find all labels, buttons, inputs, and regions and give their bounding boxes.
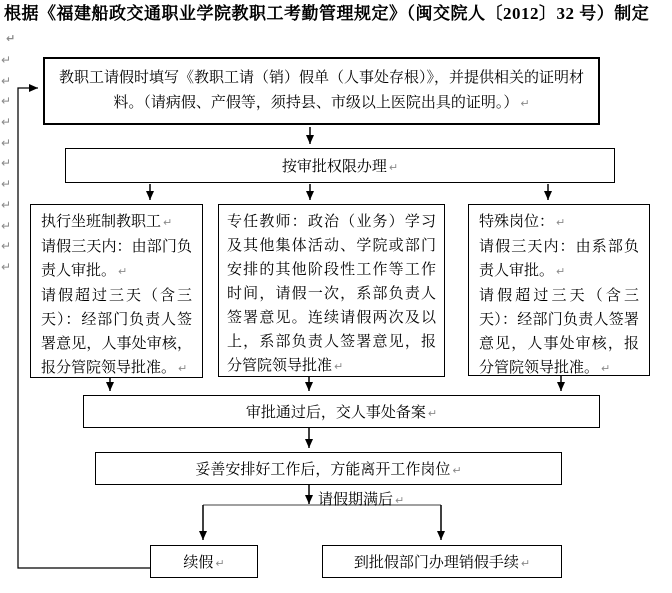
flow-box-text (354, 551, 530, 572)
flow-box-file-with-hr (83, 395, 600, 428)
return-mark-icon: ↵ (1, 73, 12, 88)
return-mark-icon: ↵ (178, 362, 188, 375)
return-mark-icon: ↵ (163, 216, 173, 229)
flow-box-paragraph (41, 284, 192, 381)
title-text: 根据《福建船政交通职业学院教职工考勤管理规定》（闽交院人〔2012〕32 号）制定 (4, 4, 650, 23)
flow-box-paragraph (41, 235, 192, 284)
text: 请假三天内：由部门负责人审批。 (41, 239, 192, 279)
text: 特殊岗位： (479, 214, 555, 230)
return-mark-icon: ↵ (1, 115, 12, 130)
flow-box-special-posts (468, 204, 650, 376)
flow-box-extend-leave (150, 545, 258, 578)
flow-box-text (183, 551, 224, 572)
text: 执行坐班制教职工 (41, 214, 162, 230)
return-mark-icon: ↵ (388, 161, 399, 174)
text: 请假三天内：由系部负责人审批。 (479, 239, 639, 279)
return-mark-icon: ↵ (427, 407, 438, 420)
text: 妥善安排好工作后，方能离开工作岗位 (195, 462, 451, 478)
text: 审批通过后，交人事处备案 (245, 405, 426, 421)
return-mark-icon: ↵ (1, 239, 12, 254)
text: 按审批权限办理 (281, 159, 387, 175)
return-mark-icon: ↵ (452, 464, 462, 477)
text: 专任教师：政治（业务）学习及其他集体活动、学院或部门安排的其他阶段性工作等工作时间，请假一次，系部负责人签署意见。连续请假两次及以上，系部负责人签署意见，报分管院领导批准 (227, 214, 436, 374)
paragraph-marks-column (1, 50, 15, 278)
text: 请假期满后 (318, 492, 394, 508)
flow-box-fill-leave-form (43, 57, 600, 125)
flow-box-paragraph (479, 210, 639, 235)
return-mark-icon: ↵ (1, 259, 12, 274)
flow-box-paragraph (41, 210, 192, 235)
flow-box-office-schedule-staff (30, 204, 203, 378)
text: 教职工请假时填写《教职工请（销）假单（人事处存根）》，并提供相关的证明材料。（请病假、产假等，须持县、市级以上医院出具的证明。） (59, 70, 585, 111)
return-mark-icon: ↵ (215, 557, 225, 570)
flow-box-paragraph (227, 210, 436, 379)
return-mark-icon: ↵ (1, 177, 12, 192)
text: 请假超过三天（含三天）：经部门负责人签署意见，人事处审核，报分管院领导批准。 (41, 288, 192, 376)
flow-box-cancel-leave-procedure (322, 545, 562, 578)
flow-box-paragraph (479, 235, 639, 284)
return-mark-icon: ↵ (395, 494, 405, 507)
return-mark-icon: ↵ (556, 216, 566, 229)
flow-box-text (246, 401, 437, 422)
return-mark-icon: ↵ (6, 32, 16, 45)
return-mark-icon: ↵ (1, 53, 12, 67)
return-mark-icon: ↵ (520, 97, 530, 110)
flow-box-text (195, 458, 461, 479)
branch-label-after-leave-expires (318, 488, 404, 509)
return-mark-icon: ↵ (520, 557, 531, 570)
flow-box-text (282, 155, 398, 176)
return-mark-icon: ↵ (1, 197, 12, 212)
document-title (4, 2, 654, 50)
flow-box-fulltime-teachers (218, 204, 445, 377)
text: 请假超过三天（含三天）：经部门负责人签署意见，人事处审核，报分管院领导批准。 (479, 288, 639, 376)
text: 到批假部门办理销假手续 (353, 555, 519, 571)
flow-box-approval-authority (65, 148, 615, 183)
return-mark-icon: ↵ (118, 265, 128, 278)
return-mark-icon: ↵ (556, 265, 566, 278)
text: 续假 (183, 555, 214, 571)
flow-box-arrange-work-before-leaving (95, 452, 562, 485)
return-mark-icon: ↵ (1, 156, 12, 171)
return-mark-icon: ↵ (1, 94, 12, 109)
return-mark-icon: ↵ (334, 360, 344, 373)
return-mark-icon: ↵ (601, 362, 611, 375)
flow-box-text (45, 66, 598, 116)
return-mark-icon: ↵ (1, 135, 12, 150)
return-mark-icon: ↵ (1, 218, 12, 233)
flow-box-paragraph (479, 284, 639, 381)
